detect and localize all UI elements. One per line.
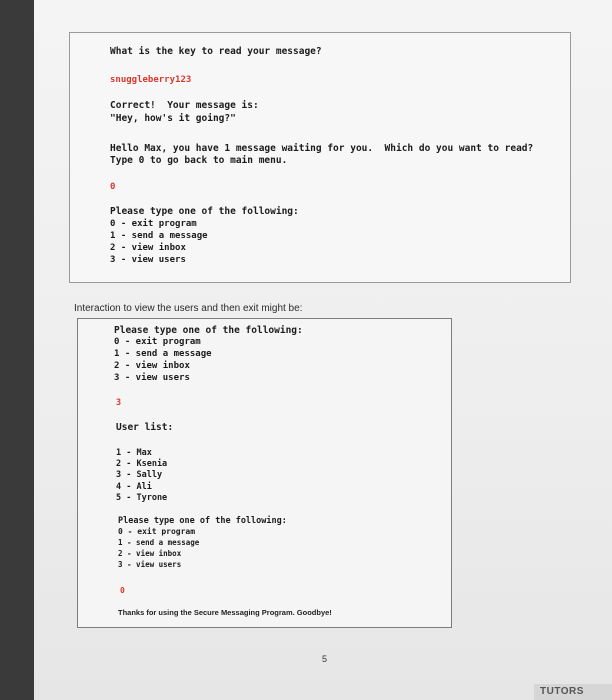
user-list-title: User list: (116, 422, 174, 433)
key-input: snuggleberry123 (110, 75, 192, 85)
user-list-item: 2 - Ksenia (116, 459, 168, 469)
menu-item: 2 - view inbox (118, 549, 182, 558)
type0-text: Type 0 to go back to main menu. (110, 155, 288, 166)
caption-text: Interaction to view the users and then exit might be: (74, 303, 303, 314)
user-list-item: 3 - Sally (116, 470, 163, 480)
menu-title: Please type one of the following: (114, 325, 303, 336)
user-list-item: 4 - Ali (116, 482, 152, 492)
menu-item: 1 - send a message (114, 349, 212, 359)
input-zero: 0 (110, 182, 116, 192)
user-list-item: 1 - Max (116, 448, 152, 458)
hello-text: Hello Max, you have 1 message waiting for you. Which do you want to read? (110, 143, 534, 154)
input-three: 3 (116, 398, 122, 408)
console-output-box-1 (69, 32, 571, 283)
menu-item: 3 - view users (118, 560, 182, 569)
user-list-item: 5 - Tyrone (116, 493, 168, 503)
message-text: "Hey, how's it going?" (110, 113, 236, 124)
menu-item: 3 - view users (114, 373, 190, 383)
menu-title: Please type one of the following: (110, 206, 299, 217)
watermark: TUTORS (534, 684, 612, 700)
console-output-box-2 (77, 318, 452, 628)
menu-item: 1 - send a message (118, 538, 200, 547)
menu-item: 2 - view inbox (114, 361, 190, 371)
menu-item: 3 - view users (110, 255, 186, 265)
correct-text: Correct! Your message is: (110, 100, 259, 111)
menu-item: 0 - exit program (118, 527, 196, 536)
menu-item: 1 - send a message (110, 231, 208, 241)
goodbye-text: Thanks for using the Secure Messaging Program. Goodbye! (118, 608, 332, 617)
menu-title: Please type one of the following: (118, 516, 287, 526)
menu-item: 2 - view inbox (110, 243, 186, 253)
menu-item: 0 - exit program (110, 219, 197, 229)
input-zero: 0 (120, 586, 125, 595)
menu-item: 0 - exit program (114, 337, 201, 347)
key-question: What is the key to read your message? (110, 46, 322, 57)
page-number: 5 (322, 654, 328, 664)
